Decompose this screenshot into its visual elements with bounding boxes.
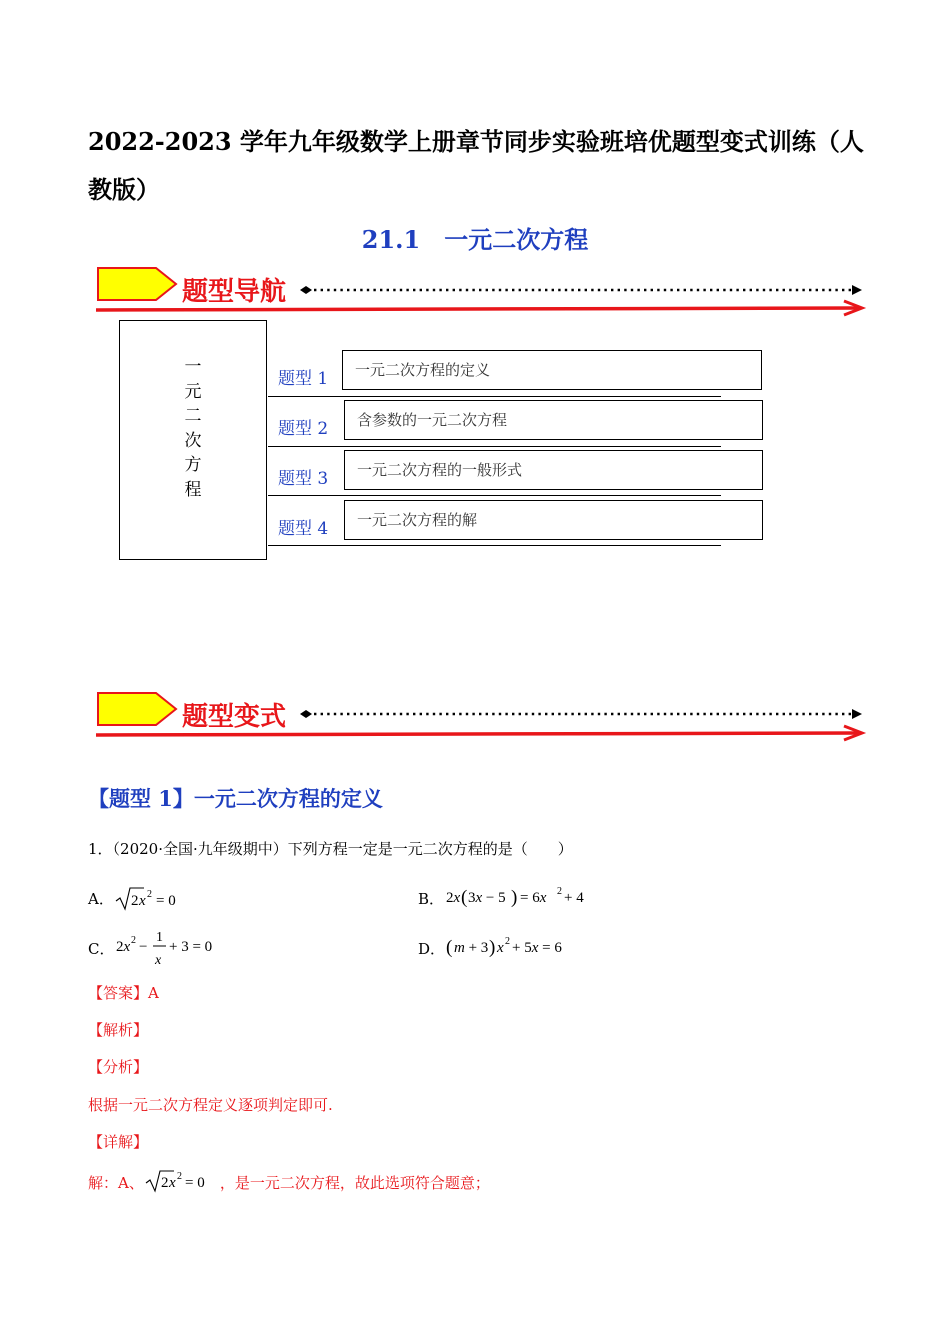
fenxi-text: 根据一元二次方程定义逐项判定即可.	[88, 1096, 333, 1114]
svg-text:2: 2	[557, 886, 562, 897]
option-b	[418, 888, 444, 909]
svg-text:x: x	[497, 940, 504, 956]
svg-text:2: 2	[131, 935, 136, 946]
svg-text:2x: 2x	[116, 939, 131, 955]
svg-text:2: 2	[147, 889, 152, 900]
svg-text:= 0: = 0	[184, 1175, 205, 1191]
svg-text:(: (	[446, 937, 453, 958]
option-b-formula	[444, 882, 594, 912]
type-underline-2	[268, 446, 721, 447]
option-a	[88, 888, 114, 909]
type-underline-4	[268, 545, 721, 546]
type-box-3: 一元二次方程的一般形式	[344, 450, 763, 490]
section-title: 21.1 一元二次方程	[361, 225, 589, 254]
svg-text:+ 3 = 0: + 3 = 0	[169, 939, 213, 955]
option-c	[88, 938, 114, 959]
svg-text:2: 2	[176, 1171, 182, 1182]
detail-label: 【详解】	[88, 1133, 149, 1151]
svg-text:2: 2	[505, 936, 510, 947]
detail-formula	[144, 1169, 220, 1195]
option-b-label: B．	[418, 890, 445, 908]
banner-red-arrow	[96, 296, 868, 320]
fenxi-label: 【分析】	[88, 1058, 149, 1076]
svg-text:m + 3: m + 3	[454, 940, 489, 956]
svg-text:1: 1	[156, 930, 163, 945]
option-c-label: C．	[88, 940, 115, 958]
detail-line	[88, 1169, 490, 1195]
svg-text:= 6x: = 6x	[520, 890, 547, 906]
answer-label: 【答案】A	[88, 984, 159, 1002]
svg-text:2: 2	[160, 1175, 169, 1191]
svg-text:): )	[511, 887, 518, 908]
type-underline-3	[268, 495, 721, 496]
type-label-3: 题型 3	[278, 469, 329, 489]
svg-text:x: x	[168, 1175, 176, 1191]
analysis-label: 【解析】	[88, 1021, 149, 1039]
type-box-1: 一元二次方程的定义	[342, 350, 762, 390]
type-label-2: 题型 2	[278, 419, 329, 439]
topic-vertical-text: 一 元 二 次 方 程	[184, 357, 202, 500]
type-label-1: 题型 1	[278, 369, 329, 389]
topic-box	[119, 320, 267, 560]
svg-text:2x: 2x	[446, 890, 461, 906]
type-box-2: 含参数的一元二次方程	[344, 400, 763, 440]
svg-text:(: (	[461, 887, 468, 908]
option-a-formula	[114, 884, 194, 914]
detail-suffix: ，是一元二次方程，故此选项符合题意；	[219, 1174, 490, 1192]
svg-text:2: 2	[131, 893, 139, 909]
svg-text:3x − 5: 3x − 5	[468, 890, 506, 906]
banner-red-arrow	[96, 721, 868, 745]
svg-text:x: x	[139, 893, 146, 909]
banner-nav-label: 题型导航	[182, 277, 287, 307]
option-c-formula	[114, 926, 224, 970]
type-label-4: 题型 4	[278, 519, 329, 539]
option-d-label: D．	[418, 940, 446, 958]
option-a-label: A．	[88, 890, 114, 908]
question-stem: 1．（2020·全国·九年级期中）下列方程一定是一元二次方程的是（ ）	[88, 840, 573, 858]
svg-text:+ 4: + 4	[564, 890, 584, 906]
banner-variant-label: 题型变式	[182, 702, 287, 732]
svg-text:+ 5x = 6: + 5x = 6	[512, 940, 562, 956]
svg-text:= 0: = 0	[156, 893, 176, 909]
svg-text:−: −	[139, 939, 148, 955]
option-d	[418, 938, 445, 959]
type-underline-1	[268, 396, 721, 397]
svg-text:): )	[489, 937, 496, 958]
detail-prefix: 解：A、	[88, 1174, 144, 1192]
category-heading: 【题型 1】一元二次方程的定义	[88, 786, 383, 811]
svg-text:x: x	[155, 953, 162, 968]
type-box-4: 一元二次方程的解	[344, 500, 763, 540]
option-d-formula	[444, 932, 584, 962]
document-title: 2022-2023 学年九年级数学上册章节同步实验班培优题型变式训练（人教版）	[88, 127, 864, 204]
